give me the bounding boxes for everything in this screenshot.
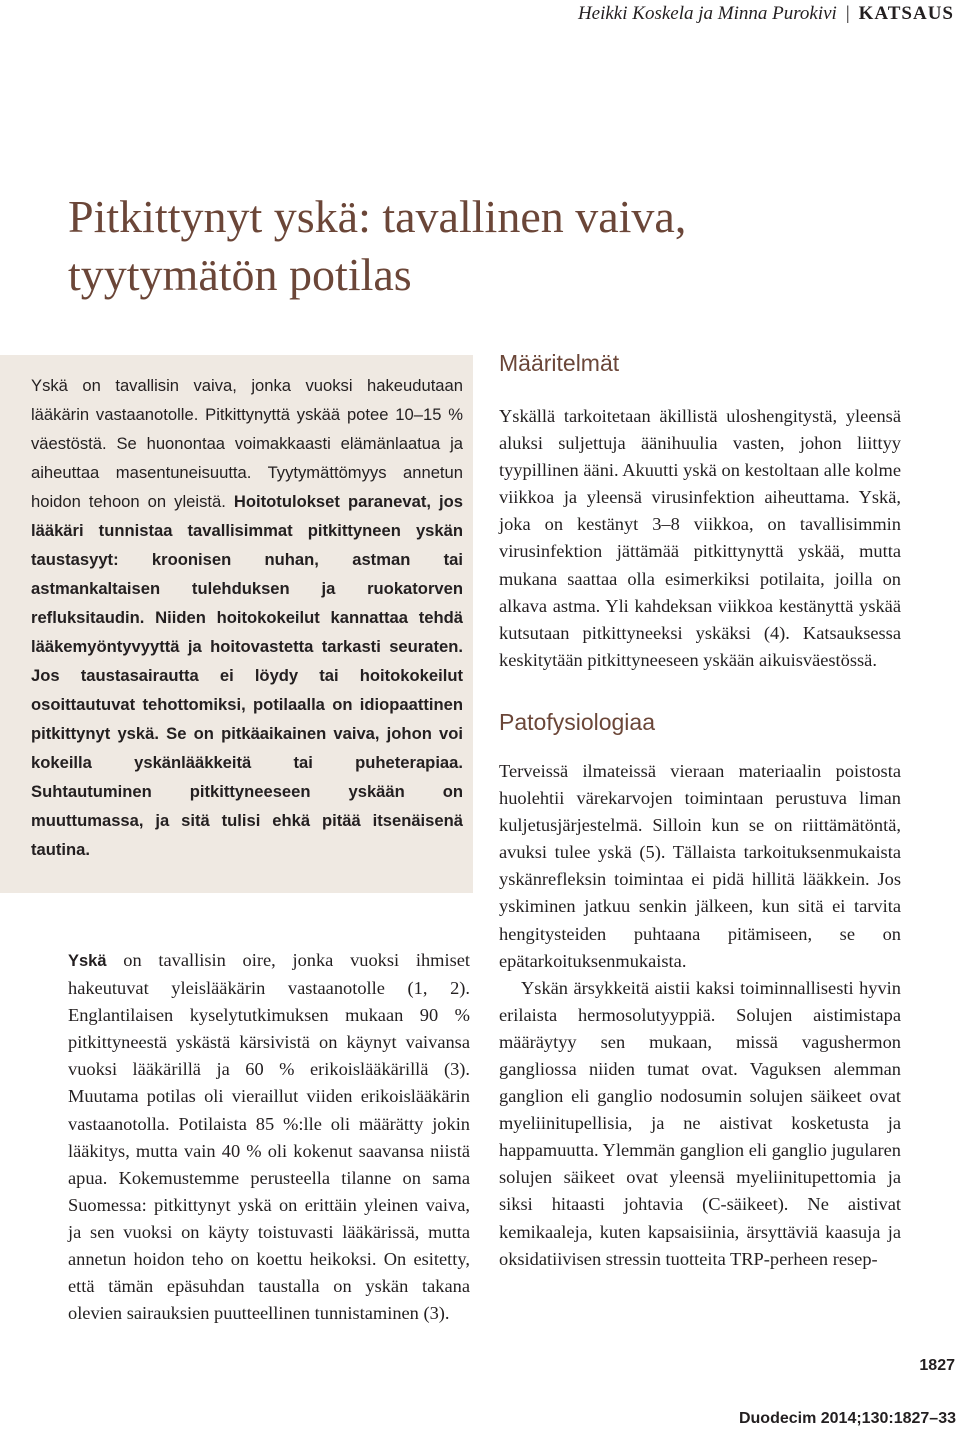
header-separator: |: [845, 3, 850, 24]
intro-lead: Yskä: [68, 952, 107, 970]
page-number: 1827: [919, 1357, 955, 1374]
pathophysiology-paragraph-2: Yskän ärsykkeitä aistii kaksi toiminnallisesti hyvin erilaista hermosolutyyppiä. Solujen aistimistapa määräytyy sen mukaan, missä vagushermon gangliossa niiden tumat ovat. Vaguksen alemman ganglion eli ganglio nodosumin solujen säikeet ovat myeliinitupellisia, ja ne aistivat kosketusta ja happamuutta. Ylemmän ganglion eli ganglio jugularen solujen säikeet ovat yleensä myeliinitupettomia ja siksi hitaasti johtavia (C-säikeet). Ne aistivat kemikaaleja, kuten kapsaisiinia, ärsyttäviä kaasuja ja oksidatiivisen stressin tuotteita TRP-perheen resep-: [499, 977, 901, 1269]
intro-text: on tavallisin oire, jonka vuoksi ihmiset hakeutuvat yleislääkärin vastaanotolle (1, 2). Englantilaisen kyselytutkimuksen mukaan 90 % pitkittyneestä yskästä kärsivistä on käynyt vaivansa vuoksi lääkärillä ja 60 % erikoislääkärillä (3). Muutama potilas oli vieraillut viiden erikoislääkärin vastaanotolla. Potilaista 85 %:lle oli määrätty jokin lääkitys, mutta vain 40 % oli kokenut saavansa niistä apua. Kokemustemme perusteella tilanne on sama Suomessa: pitkittynyt yskä on erittäin yleinen vaiva, ja sen vuoksi on käyty toistuvasti lääkärissä, mutta annetun hoidon teho on koettu heikoksi. On esitetty, että tämän epäsuhdan taustalla on yskän takana olevien sairauksien puutteellinen tunnistaminen (3).: [68, 950, 470, 1324]
abstract-bold: Hoitotulokset paranevat, jos lääkäri tunnistaa tavallisimmat pitkittyneen yskän taustasyyt: kroonisen nuhan, astman tai astmankaltaisen tulehduksen ja ruokatorven refluksitaudin. Niiden hoitokokeilut kannattaa tehdä lääkemyöntyvyyttä ja hoitovastetta tarkasti seuraten. Jos taustasairautta ei löydy tai hoitokokeilut osoittautuvat tehottomiksi, potilaalla on idiopaattinen pitkittynyt yskä. Se on pitkäaikainen vaiva, johon voi kokeilla yskänlääkkeitä tai puheterapiaa. Suhtautuminen pitkittyneeseen yskään on muuttumassa, ja sitä tulisi ehkä pitää itsenäisenä tautina.: [31, 492, 463, 859]
abstract-normal: Yskä on tavallisin vaiva, jonka vuoksi hakeudutaan lääkärin vastaanotolle. Pitkittynyttä yskää potee 10–15 % väestöstä. Se huonontaa voimakkaasti elämänlaatua ja aiheuttaa masentuneisuutta. Tyytymättömyys annetun hoidon tehoon on yleistä.: [31, 376, 463, 511]
definitions-paragraph: Yskällä tarkoitetaan äkillistä uloshengitystä, yleensä aluksi suljettuja äänihuulia vasten, johon liittyy tyypillinen ääni. Akuutti yskä on kestoltaan alle kolme viikkoa ja yleensä virusinfektion aiheuttama. Yskä, joka on kestänyt 3–8 viikkoa, on tavallisimmin virusinfektion jättämää pitkittynyttä yskää, mutta mukana saattaa olla esimerkiksi potilaita, joilla on alkava astma. Yli kahdeksan viikkoa kestänyttä yskää kutsutaan pitkittyneeksi yskäksi (4). Katsauksessa keskitytään pitkittyneeseen yskään aikuisväestössä.: [499, 406, 901, 670]
running-header: [578, 2, 954, 26]
header-section: KATSAUS: [858, 3, 954, 24]
article-title: [68, 188, 928, 304]
right-column: [499, 348, 901, 1273]
abstract-box: [0, 355, 473, 893]
pathophysiology-paragraph-1: Terveissä ilmateissä vieraan materiaalin poistosta huolehtii värekarvojen toimintaan perustuva liman kuljetusjärjestelmä. Silloin kun se on riittämätöntä, avuksi tulee yskä (5). Tällaista tarkoituksenmukaista yskänrefleksin toimintaa ei pidä hillitä lääkkein. Jos yskiminen jatkuu senkin jälkeen, kun sitä ei tarvita hengitysteiden puhtaana pitämiseen, se on epätarkoituksenmukaista.: [499, 760, 901, 971]
definitions-heading: Määritelmät: [499, 350, 620, 376]
header-authors: Heikki Koskela ja Minna Purokivi: [577, 3, 837, 24]
pathophysiology-heading: Patofysiologiaa: [499, 708, 655, 735]
journal-footer: Duodecim 2014;130:1827–33: [738, 1410, 956, 1427]
left-column: [68, 947, 470, 1327]
abstract-text: [31, 371, 463, 864]
title-line-2: tyytymätön potilas: [68, 249, 412, 300]
title-line-1: Pitkittynyt yskä: tavallinen vaiva,: [68, 191, 687, 242]
intro-paragraph: [68, 947, 470, 1327]
